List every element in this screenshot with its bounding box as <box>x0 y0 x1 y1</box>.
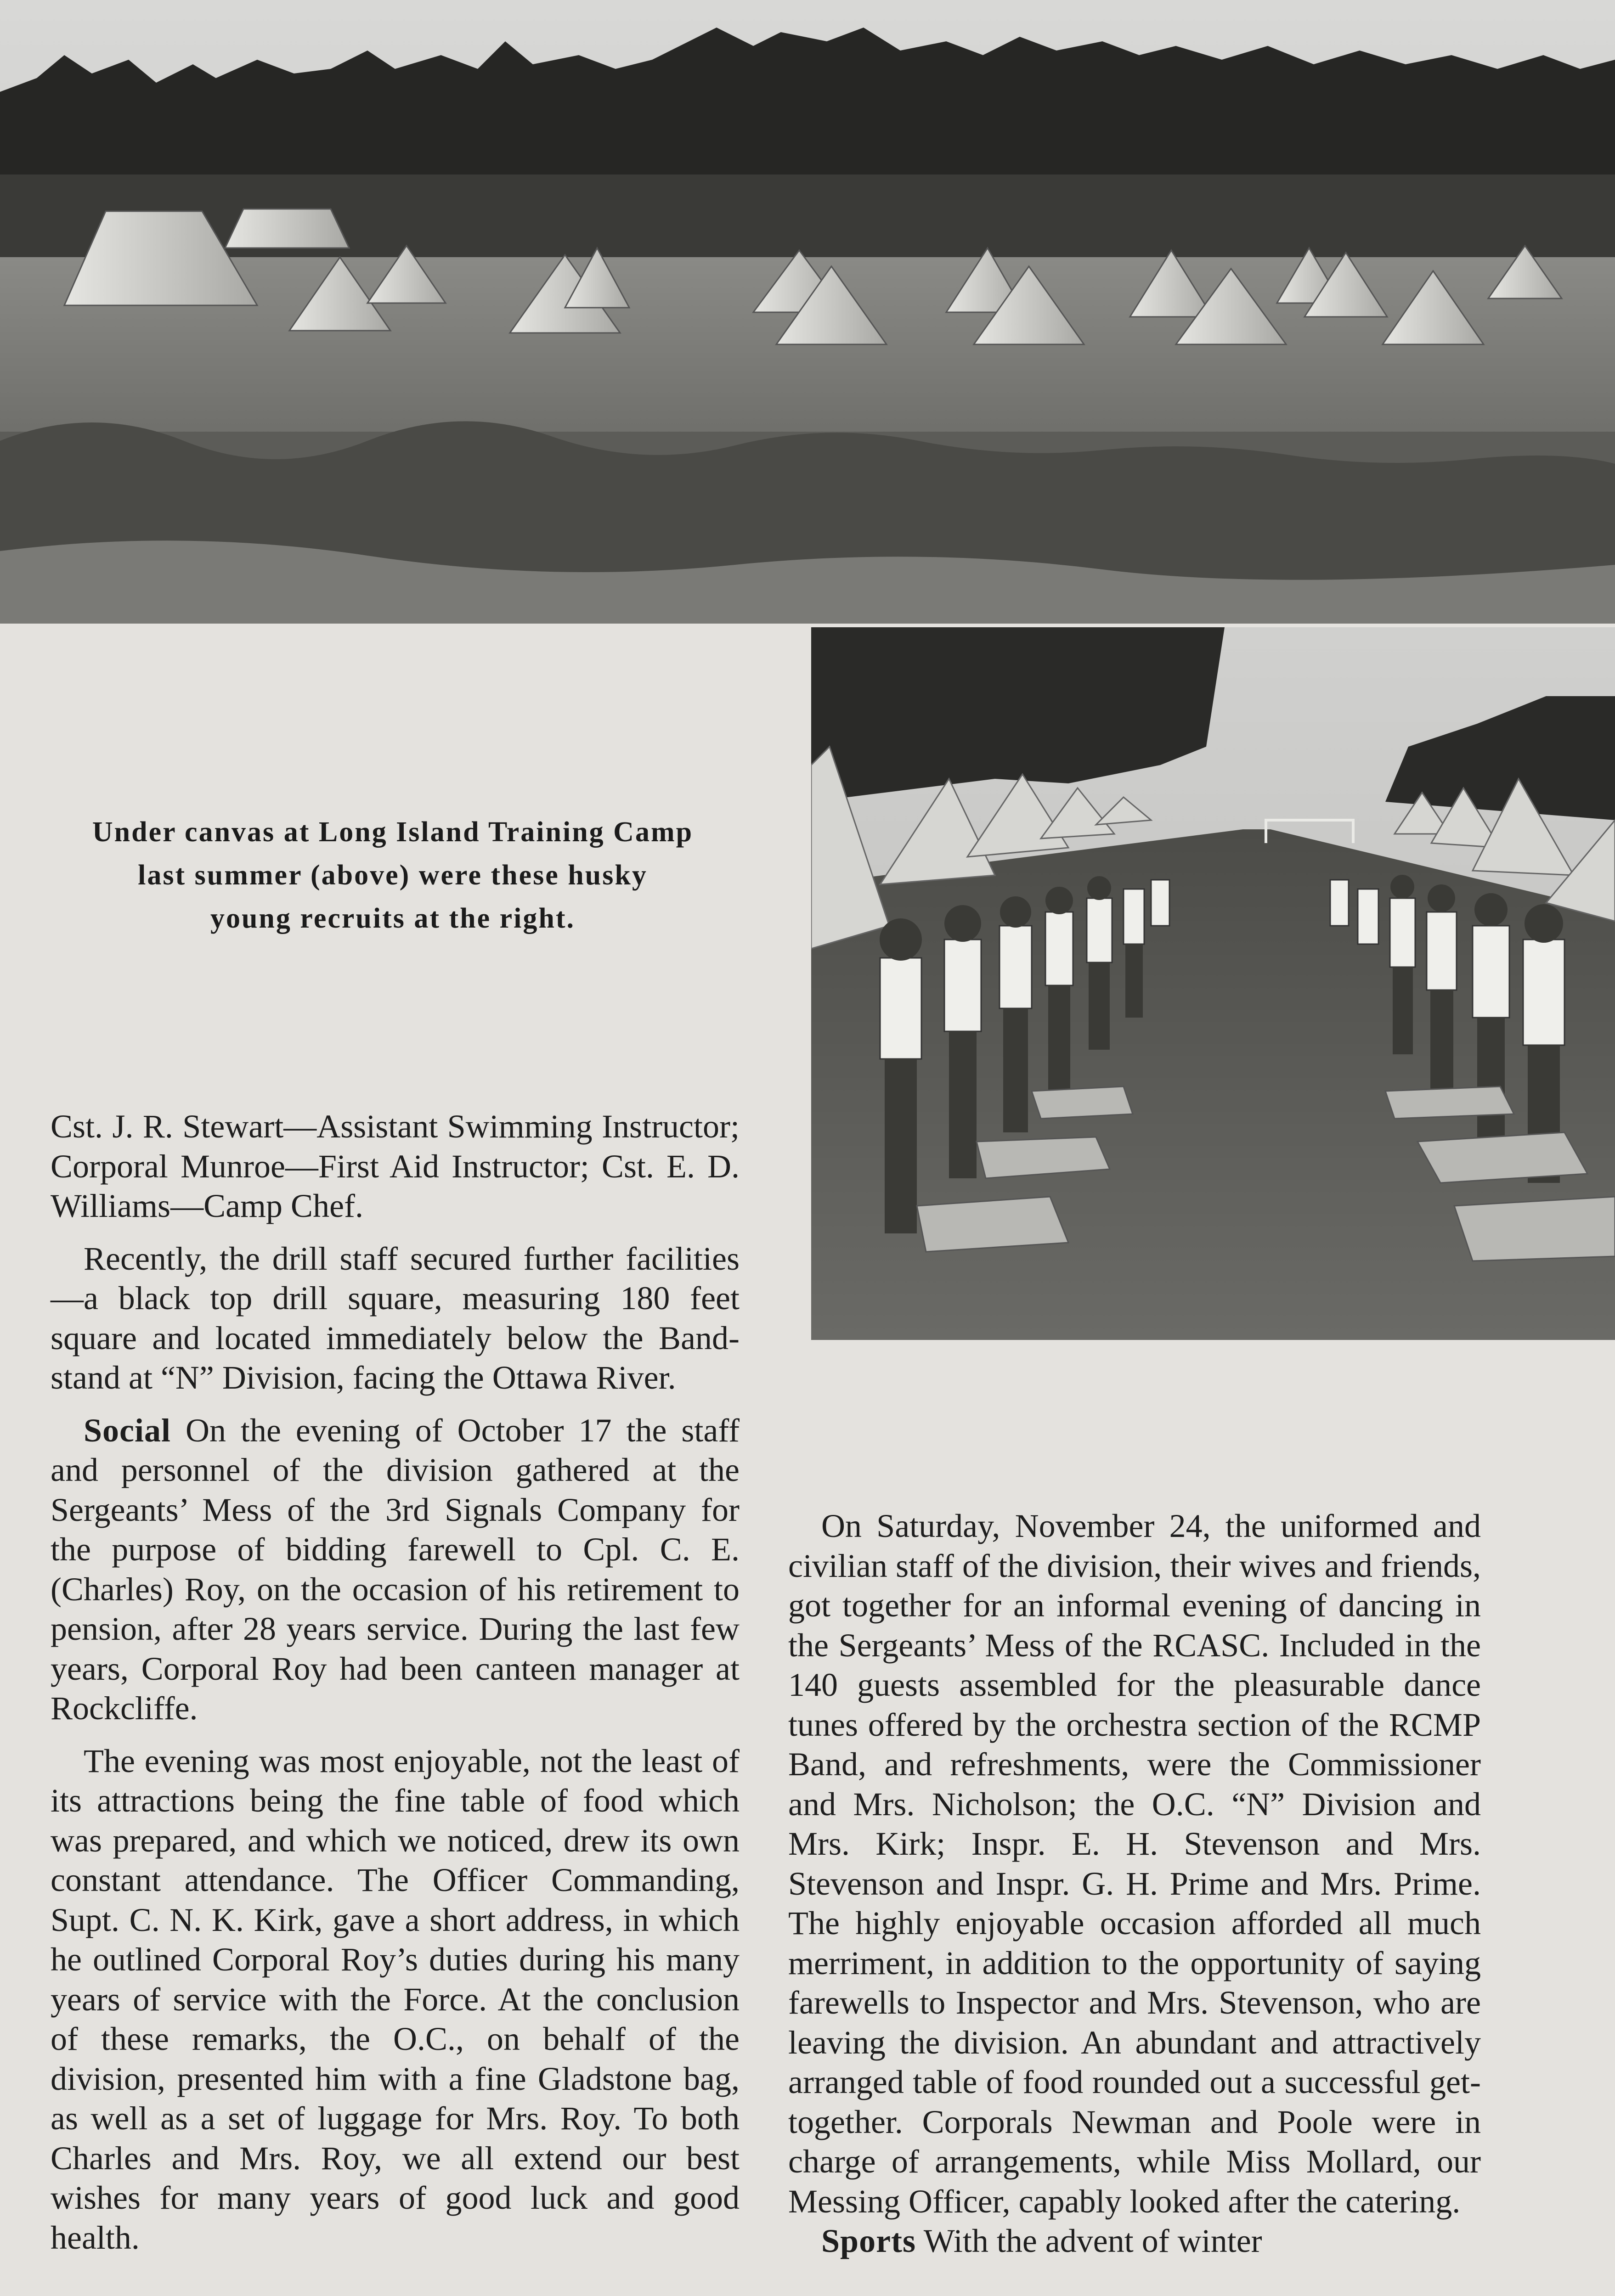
caption-line-3: young recruits at the right. <box>210 903 576 934</box>
right-text-column <box>788 1506 1481 2261</box>
caption-line-2: last summer (above) were these husky <box>138 860 648 891</box>
photo-recruits <box>811 627 1615 1340</box>
photo-caption <box>46 810 740 940</box>
paragraph-staff-list: Cst. J. R. Stewart—Assistant Swimming Instructor; Corporal Munroe—First Aid Instructor; Cst. E. D. Williams—Camp Chef. <box>51 1108 740 1224</box>
paragraph-dance: On Saturday, November 24, the uniformed and civilian staff of the division, their wives and friends, got together for an informal evening of dancing in the Sergeants’ Mess of the RCASC. Included in the 140 guests assembled for the pleasurable dance tunes offered by the orchestra section of the RCMP Band, and refreshments, were the Commissioner and Mrs. Nicholson; the O.C. “N” Division and Mrs. Kirk; Inspr. E. H. Stevenson and Mrs. Stevenson and Inspr. G. H. Prime and Mrs. Prime. The highly enjoyable occasion afforded all much merriment, in addition to the opportunity of saying farewells to Inspector and Mrs. Stevenson, who are leaving the division. An abundant and attractively arranged table of food rounded out a successful get-together. Corporals Newman and Poole were in charge of arrangements, while Miss Mollard, our Messing Officer, capably looked after the catering. <box>788 1508 1481 2220</box>
caption-line-1: Under canvas at Long Island Training Camp <box>92 816 694 848</box>
section-heading-sports: Sports <box>821 2223 916 2259</box>
photo-tent-camp <box>0 0 1615 624</box>
paragraph-social-text: On the evening of October 17 the staff and personnel of the division gathered at the Sergeants’ Mess of the 3rd Signals Company for the purpose of bidding farewell to Cpl. C. E. (Charles) Roy, on the occasion of his retirement to pension, after 28 years service. During the last few years, Corporal Roy had been canteen manager at Rockcliffe. <box>51 1412 740 1727</box>
paragraph-sports <box>788 2221 1481 2261</box>
section-heading-social: Social <box>84 1412 171 1449</box>
paragraph-social <box>51 1411 740 1728</box>
paragraph-drill-square: Recently, the drill staff secured further facilities—a black top drill square, measuring 180 feet square and located immediately below the Band-stand at “N” Division, facing the Ottawa River. <box>51 1240 740 1396</box>
paragraph-evening: The evening was most enjoyable, not the least of its attractions being the fine table of food which was prepared, and which we noticed, drew its own constant attendance. The Officer Commanding, Supt. C. N. K. Kirk, gave a short address, in which he outlined Corporal Roy’s duties during his many years of service with the Force. At the conclusion of these remarks, the O.C., on behalf of the division, presented him with a fine Gladstone bag, as well as a set of luggage for Mrs. Roy. To both Charles and Mrs. Roy, we all extend our best wishes for many years of good luck and good health. <box>51 1742 740 2256</box>
left-text-column <box>51 1107 740 2257</box>
paragraph-sports-text: With the advent of winter <box>923 2223 1262 2259</box>
